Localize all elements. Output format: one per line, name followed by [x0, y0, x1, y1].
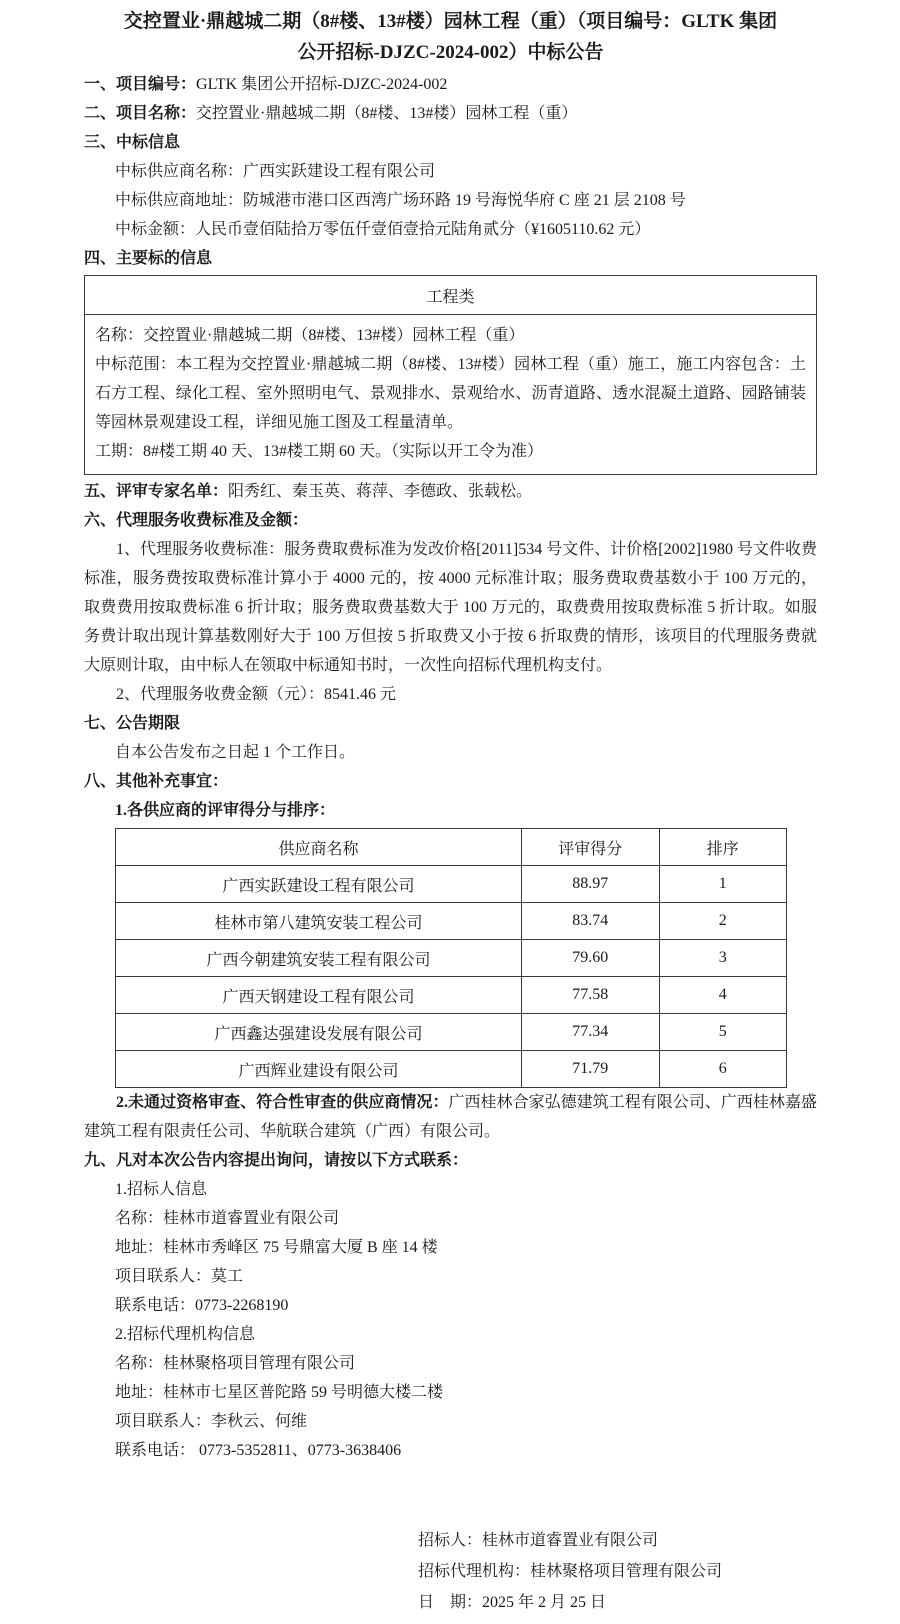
supplier-rank: 2	[659, 903, 787, 940]
winner-name-label: 中标供应商名称：	[115, 163, 244, 180]
section-2-label: 二、项目名称：	[84, 105, 197, 122]
subject-info-table	[84, 275, 817, 475]
supplier-rank: 4	[659, 977, 787, 1014]
section-5-experts	[84, 477, 817, 506]
winner-amount-label: 中标金额：	[115, 221, 196, 238]
agency-phone-line: 联系电话： 0773-5352811、0773-3638406	[115, 1442, 402, 1459]
subject-name: 名称：交控置业·鼎越城二期（8#楼、13#楼）园林工程（重）	[95, 327, 525, 344]
signature-block	[418, 1525, 817, 1618]
section-1-project-number	[84, 70, 817, 99]
unqualified-suppliers-value: 广西桂林合家弘德建筑工程有限公司、广西桂林嘉盛建筑工程有限责任公司、华航联合建筑（广西）有限公司。	[84, 1094, 817, 1140]
section-9-heading: 九、凡对本次公告内容提出询问，请按以下方式联系：	[84, 1152, 469, 1169]
supplier-score: 79.60	[521, 940, 659, 977]
supplier-score: 77.34	[521, 1014, 659, 1051]
supplier-rank: 5	[659, 1014, 787, 1051]
winner-amount-value: 人民币壹佰陆拾万零伍仟壹佰壹拾元陆角贰分（¥1605110.62 元）	[195, 221, 651, 238]
subject-table-body-cell	[85, 315, 817, 475]
supplier-score-table	[115, 828, 787, 1088]
subject-table-header-cell: 工程类	[85, 276, 817, 315]
section-6-heading: 六、代理服务收费标准及金额：	[84, 512, 309, 529]
section-8-heading: 八、其他补充事宜：	[84, 773, 229, 790]
score-table-header-score: 评审得分	[521, 829, 659, 866]
tenderer-address-line: 地址：桂林市秀峰区 75 号鼎富大厦 B 座 14 楼	[115, 1239, 438, 1256]
agency-fee-standard-paragraph: 1、代理服务收费标准：服务费取费标准为发改价格[2011]534 号文件、计价格[2002]1980 号文件收费标准，服务费按取费标准计算小于 4000 元的，按 4000 元标准计取；服务费取费基数小于 100 万元的，取费费用按取费标准 6 折计取；服务费取费基数大于 100 万元的，取费费用按取费标准 5 折计取。如服务费计取出现计算基数刚好大于 100 万但按 5 折取费又小于按 6 折取费的情形，该项目的代理服务费就大原则计取，由中标人在领取中标通知书时，一次性向招标代理机构支付。	[84, 541, 817, 674]
unqualified-suppliers-paragraph	[84, 1088, 817, 1146]
score-table-header-row	[116, 829, 787, 866]
table-row	[116, 903, 787, 940]
winner-name-line	[84, 157, 817, 186]
subject-duration: 工期：8#楼工期 40 天、13#楼工期 60 天。（实际以开工令为准）	[95, 443, 544, 460]
supplier-name: 广西鑫达强建设发展有限公司	[116, 1014, 522, 1051]
section-5-label: 五、评审专家名单：	[84, 483, 229, 500]
supplier-rank: 1	[659, 866, 787, 903]
score-table-header-rank: 排序	[659, 829, 787, 866]
supplier-name: 广西辉业建设有限公司	[116, 1051, 522, 1088]
agency-address-line: 地址：桂林市七星区普陀路 59 号明德大楼二楼	[115, 1384, 444, 1401]
signature-agency: 招标代理机构：桂林聚格项目管理有限公司	[418, 1563, 723, 1580]
supplier-score: 71.79	[521, 1051, 659, 1088]
signature-date: 日 期：2025 年 2 月 25 日	[418, 1594, 607, 1611]
supplier-name: 桂林市第八建筑安装工程公司	[116, 903, 522, 940]
table-row	[116, 940, 787, 977]
winner-name-value: 广西实跃建设工程有限公司	[243, 163, 436, 180]
tenderer-name-line: 名称：桂林市道睿置业有限公司	[115, 1210, 340, 1227]
table-row	[116, 977, 787, 1014]
section-7-heading: 七、公告期限	[84, 715, 181, 732]
section-1-value: GLTK 集团公开招标-DJZC-2024-002	[196, 76, 448, 93]
table-row	[116, 866, 787, 903]
document-title	[84, 6, 817, 68]
supplier-name: 广西实跃建设工程有限公司	[116, 866, 522, 903]
agency-info-subheading: 2.招标代理机构信息	[115, 1326, 256, 1343]
unqualified-suppliers-label: 2.未通过资格审查、符合性审查的供应商情况：	[116, 1094, 449, 1111]
winner-address-label: 中标供应商地址：	[115, 192, 244, 209]
tenderer-contact-person-line: 项目联系人：莫工	[115, 1268, 244, 1285]
subject-table-body-row	[85, 315, 817, 475]
supplier-score: 88.97	[521, 866, 659, 903]
tenderer-phone-line: 联系电话：0773-2268190	[115, 1297, 289, 1314]
section-2-project-name	[84, 99, 817, 128]
supplier-rank: 3	[659, 940, 787, 977]
section-1-label: 一、项目编号：	[84, 76, 197, 93]
title-line-2: 公开招标-DJZC-2024-002）中标公告	[297, 42, 604, 63]
supplier-score: 83.74	[521, 903, 659, 940]
section-2-value: 交控置业·鼎越城二期（8#楼、13#楼）园林工程（重）	[196, 105, 578, 122]
winner-address-line	[84, 186, 817, 215]
score-ranking-subheading: 1.各供应商的评审得分与排序：	[115, 802, 336, 819]
title-line-1: 交控置业·鼎越城二期（8#楼、13#楼）园林工程（重）（项目编号：GLTK 集团	[123, 11, 778, 32]
section-4-heading: 四、主要标的信息	[84, 250, 213, 267]
supplier-name: 广西天钢建设工程有限公司	[116, 977, 522, 1014]
section-5-value: 阳秀红、秦玉英、蒋萍、李德政、张载松。	[228, 483, 533, 500]
agency-name-line: 名称：桂林聚格项目管理有限公司	[115, 1355, 356, 1372]
tenderer-info-subheading: 1.招标人信息	[115, 1181, 208, 1198]
table-row	[116, 1051, 787, 1088]
subject-scope: 中标范围：本工程为交控置业·鼎越城二期（8#楼、13#楼）园林工程（重）施工，施工内容包含：土石方工程、绿化工程、室外照明电气、景观排水、景观给水、沥青道路、透水混凝土道路、园路铺装等园林景观建设工程，详细见施工图及工程量清单。	[95, 356, 806, 431]
agency-contact-person-line: 项目联系人：李秋云、何维	[115, 1413, 308, 1430]
winner-amount-line	[84, 215, 817, 244]
table-row	[116, 1014, 787, 1051]
agency-fee-amount-line: 2、代理服务收费金额（元）：8541.46 元	[116, 686, 397, 703]
score-table-header-supplier: 供应商名称	[116, 829, 522, 866]
announcement-period-body: 自本公告发布之日起 1 个工作日。	[115, 744, 356, 761]
section-3-heading: 三、中标信息	[84, 134, 181, 151]
supplier-score: 77.58	[521, 977, 659, 1014]
supplier-name: 广西今朝建筑安装工程有限公司	[116, 940, 522, 977]
signature-tenderer: 招标人：桂林市道睿置业有限公司	[418, 1532, 659, 1549]
winner-address-value: 防城港市港口区西湾广场环路 19 号海悦华府 C 座 21 层 2108 号	[243, 192, 686, 209]
supplier-rank: 6	[659, 1051, 787, 1088]
subject-table-header-row	[85, 276, 817, 315]
